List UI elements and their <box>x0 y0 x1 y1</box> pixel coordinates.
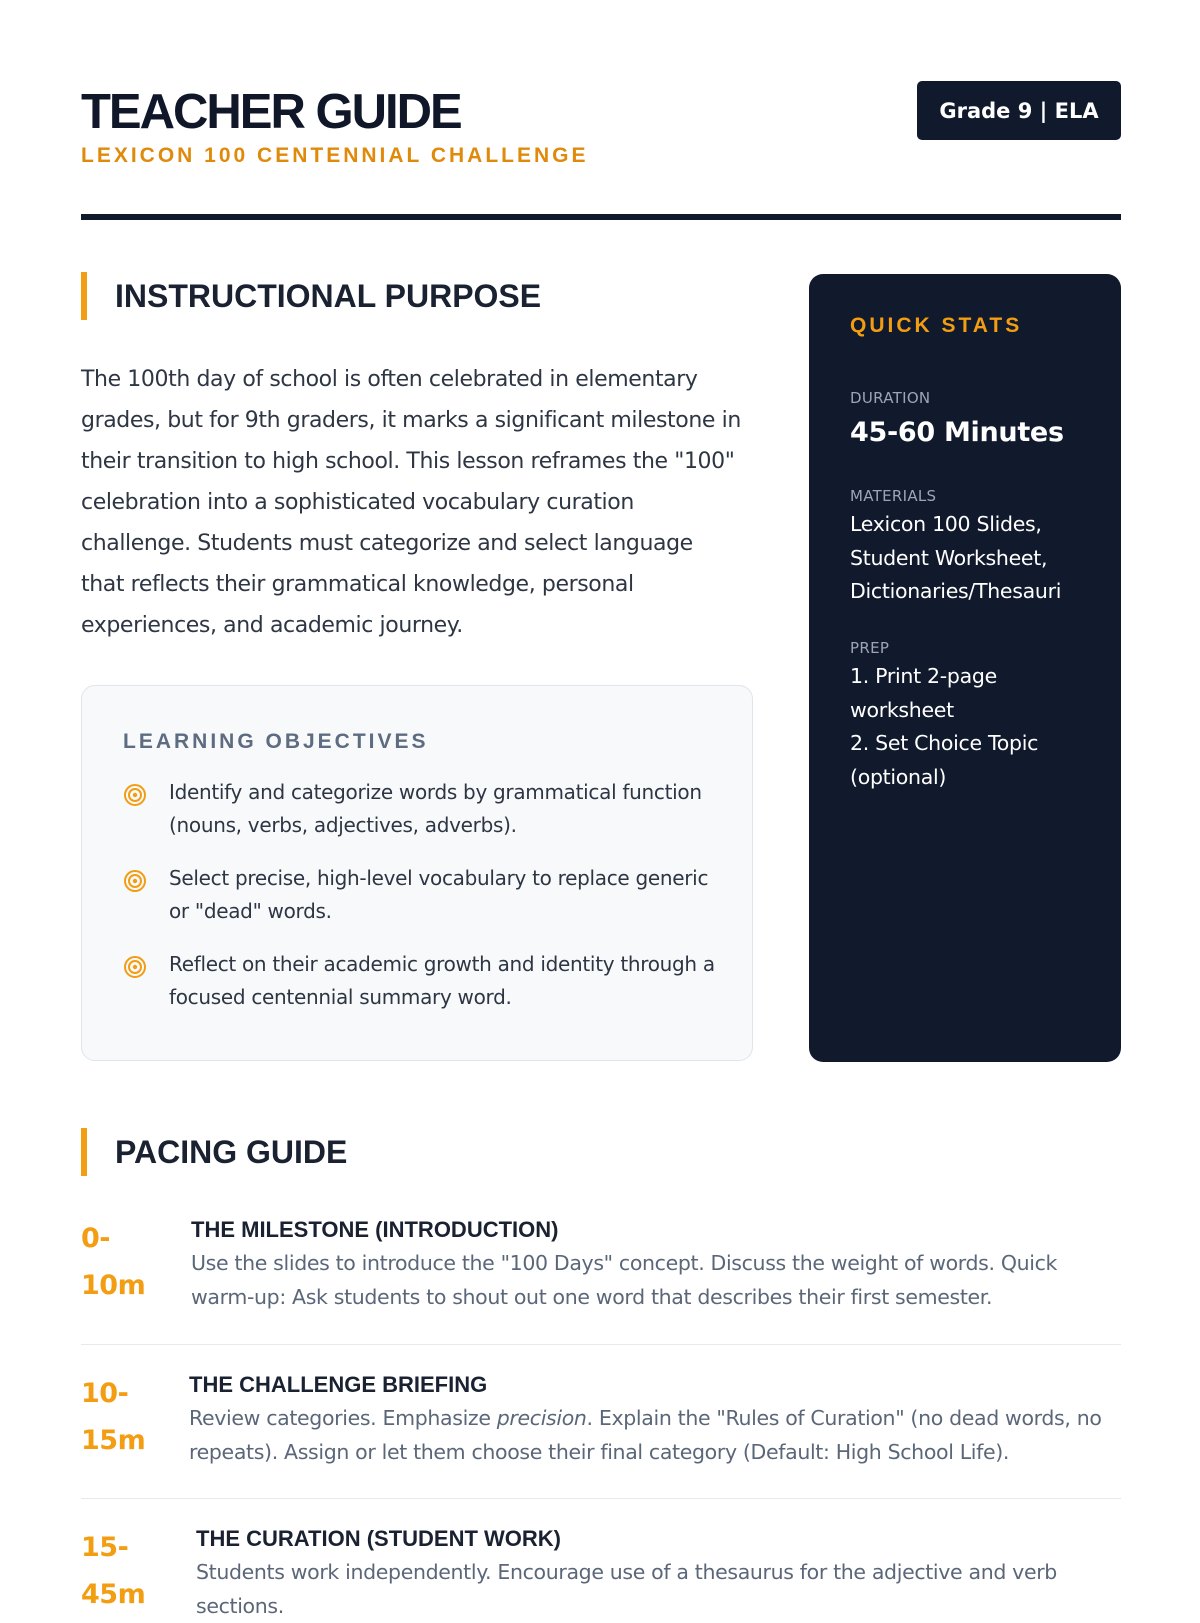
pacing-description-text: Review categories. Emphasize <box>189 1406 497 1430</box>
learning-objectives-list <box>123 776 723 1034</box>
learning-objectives-card <box>81 685 753 1061</box>
grade-badge: Grade 9 | ELA <box>917 81 1121 140</box>
quick-stats-panel <box>809 274 1121 1062</box>
materials-value: Lexicon 100 Slides, Student Worksheet, Dictionaries/Thesauri <box>850 512 1062 603</box>
objective-text: Reflect on their academic growth and identity through a focused centennial summary word. <box>169 952 715 1009</box>
objective-item <box>123 948 723 1014</box>
prep-label: PREP <box>850 639 890 657</box>
objective-text: Identify and categorize words by grammatical function (nouns, verbs, adjectives, adverbs). <box>169 780 702 837</box>
duration-label: DURATION <box>850 389 931 407</box>
pacing-description: Students work independently. Encourage use of a thesaurus for the adjective and verb sections. <box>196 1560 1057 1618</box>
instructional-purpose-heading: INSTRUCTIONAL PURPOSE <box>81 272 541 320</box>
pacing-title: THE CURATION (STUDENT WORK) <box>196 1526 561 1551</box>
header-divider <box>81 214 1121 220</box>
pacing-description <box>189 1402 1109 1469</box>
prep-step: 2. Set Choice Topic (optional) <box>850 731 1039 789</box>
target-icon <box>123 869 147 893</box>
target-icon <box>123 955 147 979</box>
pacing-time: 10- 15m <box>81 1378 146 1456</box>
objective-text: Select precise, high-level vocabulary to replace generic or "dead" words. <box>169 866 709 923</box>
prep-step: 1. Print 2-page worksheet <box>850 664 997 722</box>
pacing-guide-heading: PACING GUIDE <box>81 1128 347 1176</box>
pacing-time: 0- 10m <box>81 1223 146 1301</box>
materials-label: MATERIALS <box>850 487 937 505</box>
quick-stats-title: QUICK STATS <box>850 314 1023 337</box>
learning-objectives-heading: LEARNING OBJECTIVES <box>123 730 429 753</box>
pacing-description: Use the slides to introduce the "100 Days" concept. Discuss the weight of words. Quick warm-up: Ask students to shout out one word that describes their first semester. <box>191 1251 1058 1309</box>
duration-value: 45-60 Minutes <box>850 417 1064 448</box>
objective-item <box>123 862 723 928</box>
pacing-time: 15- 45m <box>81 1532 146 1610</box>
pacing-emphasis: precision <box>496 1406 587 1430</box>
page-title: TEACHER GUIDE <box>81 85 461 139</box>
pacing-description-text: . Explain the "Rules of Curation" (no dead words, no repeats). Assign or let them choose their final category (Default: High School Life). <box>189 1406 1102 1464</box>
pacing-title: THE CHALLENGE BRIEFING <box>189 1372 488 1397</box>
pacing-divider <box>81 1498 1121 1499</box>
pacing-title: THE MILESTONE (INTRODUCTION) <box>191 1217 559 1242</box>
objective-item <box>123 776 723 842</box>
pacing-divider <box>81 1344 1121 1345</box>
page-subtitle: LEXICON 100 CENTENNIAL CHALLENGE <box>81 144 589 167</box>
instructional-purpose-text: The 100th day of school is often celebrated in elementary grades, but for 9th graders, it marks a significant milestone in their transition to high school. This lesson reframes the "100" celebration into a sophisticated vocabulary curation challenge. Students must categorize and select language that reflects their grammatical knowledge, personal experiences, and academic journey. <box>81 367 741 638</box>
teacher-guide-page <box>81 0 1121 1618</box>
target-icon <box>123 783 147 807</box>
